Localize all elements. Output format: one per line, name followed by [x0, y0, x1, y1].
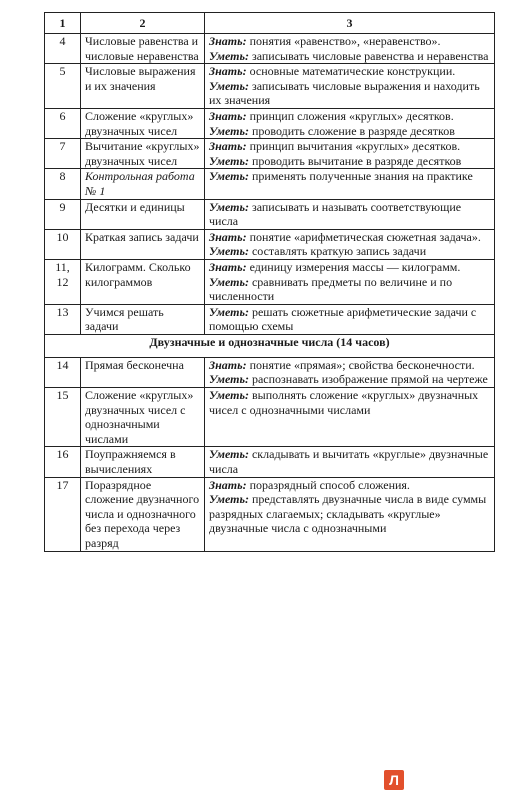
table-row	[45, 34, 495, 64]
lesson-number: 4	[45, 34, 81, 64]
requirement-text: единицу измерения массы — килограмм.	[246, 259, 461, 274]
lesson-topic: Сложение «круглых» двузначных чисел	[81, 108, 205, 138]
table-row	[45, 357, 495, 387]
requirement-keyword: Уметь:	[209, 304, 249, 319]
section-header	[45, 334, 495, 357]
lesson-number: 13	[45, 304, 81, 334]
lesson-number: 16	[45, 447, 81, 477]
requirements-cell	[205, 357, 495, 387]
requirement-line	[209, 154, 490, 169]
requirement-text: понятие «арифметическая сюжетная задача».	[246, 229, 481, 244]
requirement-keyword: Уметь:	[209, 78, 249, 93]
section-row	[45, 334, 495, 357]
requirement-line	[209, 230, 490, 245]
table-row	[45, 259, 495, 304]
table-row	[45, 304, 495, 334]
table-row	[45, 169, 495, 199]
lesson-topic: Сложение «круглых» двузначных чисел с однозначными числами	[81, 388, 205, 447]
requirements-cell	[205, 477, 495, 551]
requirement-text: складывать и вычитать «круглые» двузначные числа	[209, 447, 489, 477]
lesson-number: 15	[45, 388, 81, 447]
requirement-text: основные математические конструкции.	[246, 64, 456, 79]
requirement-keyword: Уметь:	[209, 153, 249, 168]
column-header: 1	[45, 13, 81, 34]
requirement-text: проводить вычитание в разряде десятков	[248, 153, 462, 168]
requirement-line	[209, 244, 490, 259]
requirement-line	[209, 124, 490, 139]
lesson-topic: Учимся решать задачи	[81, 304, 205, 334]
requirement-keyword: Знать:	[209, 139, 247, 154]
requirement-line	[209, 372, 490, 387]
requirements-cell	[205, 64, 495, 109]
requirement-text: решать сюжетные арифметические задачи с помощью схемы	[209, 304, 477, 334]
lesson-plan-table	[44, 12, 495, 552]
requirement-keyword: Знать:	[209, 357, 247, 372]
requirements-cell	[205, 259, 495, 304]
requirement-keyword: Уметь:	[209, 492, 249, 507]
requirement-text: применять полученные знания на практике	[248, 169, 473, 184]
lesson-topic: Десятки и единицы	[81, 199, 205, 229]
requirement-text: поразрядный способ сложения.	[246, 477, 410, 492]
column-header: 3	[205, 13, 495, 34]
requirement-text: сравнивать предметы по величине и по численности	[209, 274, 453, 304]
requirement-line	[209, 478, 490, 493]
table-body-part-2	[45, 357, 495, 551]
requirement-text: записывать числовые выражения и находить их значения	[209, 78, 480, 108]
table-row	[45, 108, 495, 138]
requirement-line	[209, 139, 490, 154]
requirement-line	[209, 275, 490, 304]
table-row	[45, 139, 495, 169]
requirement-keyword: Уметь:	[209, 372, 249, 387]
table-body-part-1	[45, 34, 495, 335]
requirement-text: составлять краткую запись задачи	[248, 244, 427, 259]
requirements-cell	[205, 199, 495, 229]
requirement-line	[209, 447, 490, 476]
requirements-cell	[205, 139, 495, 169]
table-row	[45, 388, 495, 447]
lesson-topic: Прямая бесконечна	[81, 357, 205, 387]
requirement-line	[209, 49, 490, 64]
lesson-number: 9	[45, 199, 81, 229]
lesson-number: 14	[45, 357, 81, 387]
requirement-line	[209, 305, 490, 334]
requirements-cell	[205, 447, 495, 477]
lesson-number: 8	[45, 169, 81, 199]
column-header: 2	[81, 13, 205, 34]
requirement-line	[209, 492, 490, 536]
requirement-text: распознавать изображение прямой на чертеже	[248, 372, 488, 387]
requirement-text: понятие «прямая»; свойства бесконечности.	[246, 357, 475, 372]
lesson-topic: Контрольная работа № 1	[81, 169, 205, 199]
table-row	[45, 447, 495, 477]
requirement-keyword: Знать:	[209, 259, 247, 274]
requirement-keyword: Уметь:	[209, 274, 249, 289]
lesson-topic: Краткая запись задачи	[81, 229, 205, 259]
requirement-keyword: Знать:	[209, 34, 247, 48]
requirement-line	[209, 109, 490, 124]
requirement-text: понятия «равенство», «неравенство».	[246, 34, 441, 48]
requirements-cell	[205, 108, 495, 138]
requirement-keyword: Знать:	[209, 229, 247, 244]
requirement-text: проводить сложение в разряде десятков	[248, 123, 455, 138]
header-row	[45, 13, 495, 34]
requirement-keyword: Уметь:	[209, 447, 249, 462]
lesson-number: 17	[45, 477, 81, 551]
requirement-keyword: Уметь:	[209, 123, 249, 138]
lesson-number: 11, 12	[45, 259, 81, 304]
requirement-line	[209, 388, 490, 417]
requirement-keyword: Знать:	[209, 108, 247, 123]
requirement-keyword: Уметь:	[209, 244, 249, 259]
requirement-keyword: Уметь:	[209, 199, 249, 214]
lesson-number: 7	[45, 139, 81, 169]
lesson-topic: Килограмм. Сколько килограммов	[81, 259, 205, 304]
table-row	[45, 229, 495, 259]
requirement-text: записывать и называть соответствующие числа	[209, 199, 462, 229]
requirement-text: принцип сложения «круглых» десятков.	[246, 108, 454, 123]
lesson-number: 10	[45, 229, 81, 259]
requirements-cell	[205, 304, 495, 334]
lesson-topic: Поразрядное сложение двузначного числа и однозначного без перехода через разряд	[81, 477, 205, 551]
requirement-line	[209, 169, 490, 184]
table-row	[45, 64, 495, 109]
requirements-cell	[205, 34, 495, 64]
requirement-text: выполнять сложение «круглых» двузначных чисел с однозначными числами	[209, 388, 479, 417]
lesson-topic: Поупражняемся в вычислениях	[81, 447, 205, 477]
requirement-line	[209, 79, 490, 108]
requirement-text: принцип вычитания «круглых» десятков.	[246, 139, 461, 154]
requirement-text: записывать числовые равенства и неравенства	[248, 48, 489, 63]
requirement-line	[209, 200, 490, 229]
lesson-number: 5	[45, 64, 81, 109]
requirement-text: представлять двузначные числа в виде суммы разрядных слагаемых; складывать «круглые» двузначные числа с однозначными	[209, 492, 487, 536]
requirement-keyword: Уметь:	[209, 388, 249, 403]
lesson-topic: Числовые равенства и числовые неравенства	[81, 34, 205, 64]
section-title: Двузначные и однозначные числа (14 часов)	[45, 334, 495, 357]
requirement-keyword: Уметь:	[209, 169, 249, 184]
requirement-keyword: Уметь:	[209, 48, 249, 63]
table-row	[45, 199, 495, 229]
table-row	[45, 477, 495, 551]
lesson-number: 6	[45, 108, 81, 138]
requirement-line	[209, 260, 490, 275]
requirement-line	[209, 34, 490, 49]
publisher-logo-badge: Л	[384, 770, 404, 790]
requirement-line	[209, 64, 490, 79]
requirement-keyword: Знать:	[209, 477, 247, 492]
requirement-line	[209, 358, 490, 373]
requirements-cell	[205, 169, 495, 199]
lesson-topic: Вычитание «круглых» двузначных чисел	[81, 139, 205, 169]
requirement-keyword: Знать:	[209, 64, 247, 79]
requirements-cell	[205, 229, 495, 259]
lesson-topic: Числовые выражения и их значения	[81, 64, 205, 109]
requirements-cell	[205, 388, 495, 447]
